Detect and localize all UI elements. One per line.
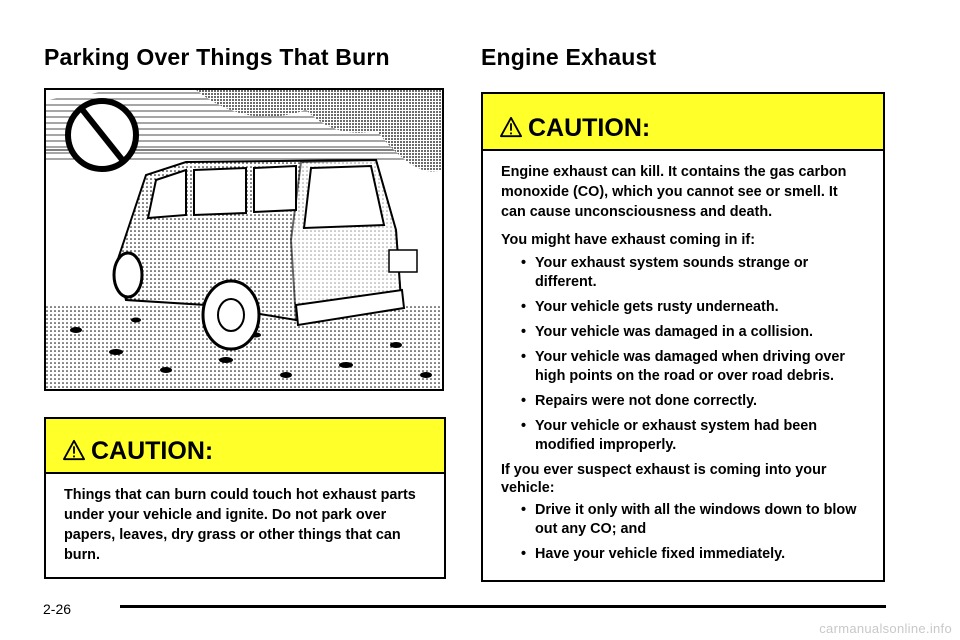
list-item: • Your exhaust system sounds strange or different.	[521, 255, 809, 290]
exhaust-actions-list	[501, 501, 865, 564]
list-item: • Your vehicle was damaged when driving over high points on the road or over road debris.	[521, 349, 846, 384]
warning-triangle-icon	[63, 439, 85, 461]
list-item: • Your vehicle was damaged in a collision.	[521, 324, 814, 340]
watermark: carmanualsonline.info	[819, 621, 952, 636]
caution-body	[483, 151, 883, 564]
caution-header	[46, 419, 444, 474]
list-intro: You might have exhaust coming in if:	[501, 232, 755, 248]
caution-header	[483, 94, 883, 151]
caution-text: Things that can burn could touch hot exhaust parts under your vehicle and ignite. Do not park over papers, leaves, dry grass or other things that can burn.	[64, 487, 416, 563]
caution-body	[46, 474, 444, 565]
warning-triangle-icon	[500, 116, 522, 138]
exhaust-signs-list	[501, 254, 865, 455]
page-number: 2-26	[43, 601, 72, 617]
list-item: • Your vehicle gets rusty underneath.	[521, 299, 779, 315]
caution-intro: Engine exhaust can kill. It contains the gas carbon monoxide (CO), which you cannot see or smell. It can cause unconsciousness and death.	[501, 164, 847, 220]
prohibition-sign-icon	[68, 101, 136, 169]
caution-box-parking	[44, 417, 446, 579]
footer-rule	[120, 605, 886, 608]
caution-box-engine-exhaust	[481, 92, 885, 582]
section-heading-parking: Parking Over Things That Burn	[44, 44, 390, 70]
list-item: • Your vehicle or exhaust system had been modified improperly.	[521, 418, 818, 453]
van-parked-over-leaves-illustration	[44, 88, 444, 391]
list-item: • Have your vehicle fixed immediately.	[521, 546, 786, 562]
list-item: • Repairs were not done correctly.	[521, 393, 758, 409]
list-item: • Drive it only with all the windows down to blow out any CO; and	[521, 502, 857, 537]
section-heading-engine-exhaust: Engine Exhaust	[481, 44, 657, 70]
caution-title: CAUTION:	[91, 437, 214, 465]
list-intro: If you ever suspect exhaust is coming into your vehicle:	[501, 462, 827, 496]
caution-title: CAUTION:	[528, 114, 651, 142]
